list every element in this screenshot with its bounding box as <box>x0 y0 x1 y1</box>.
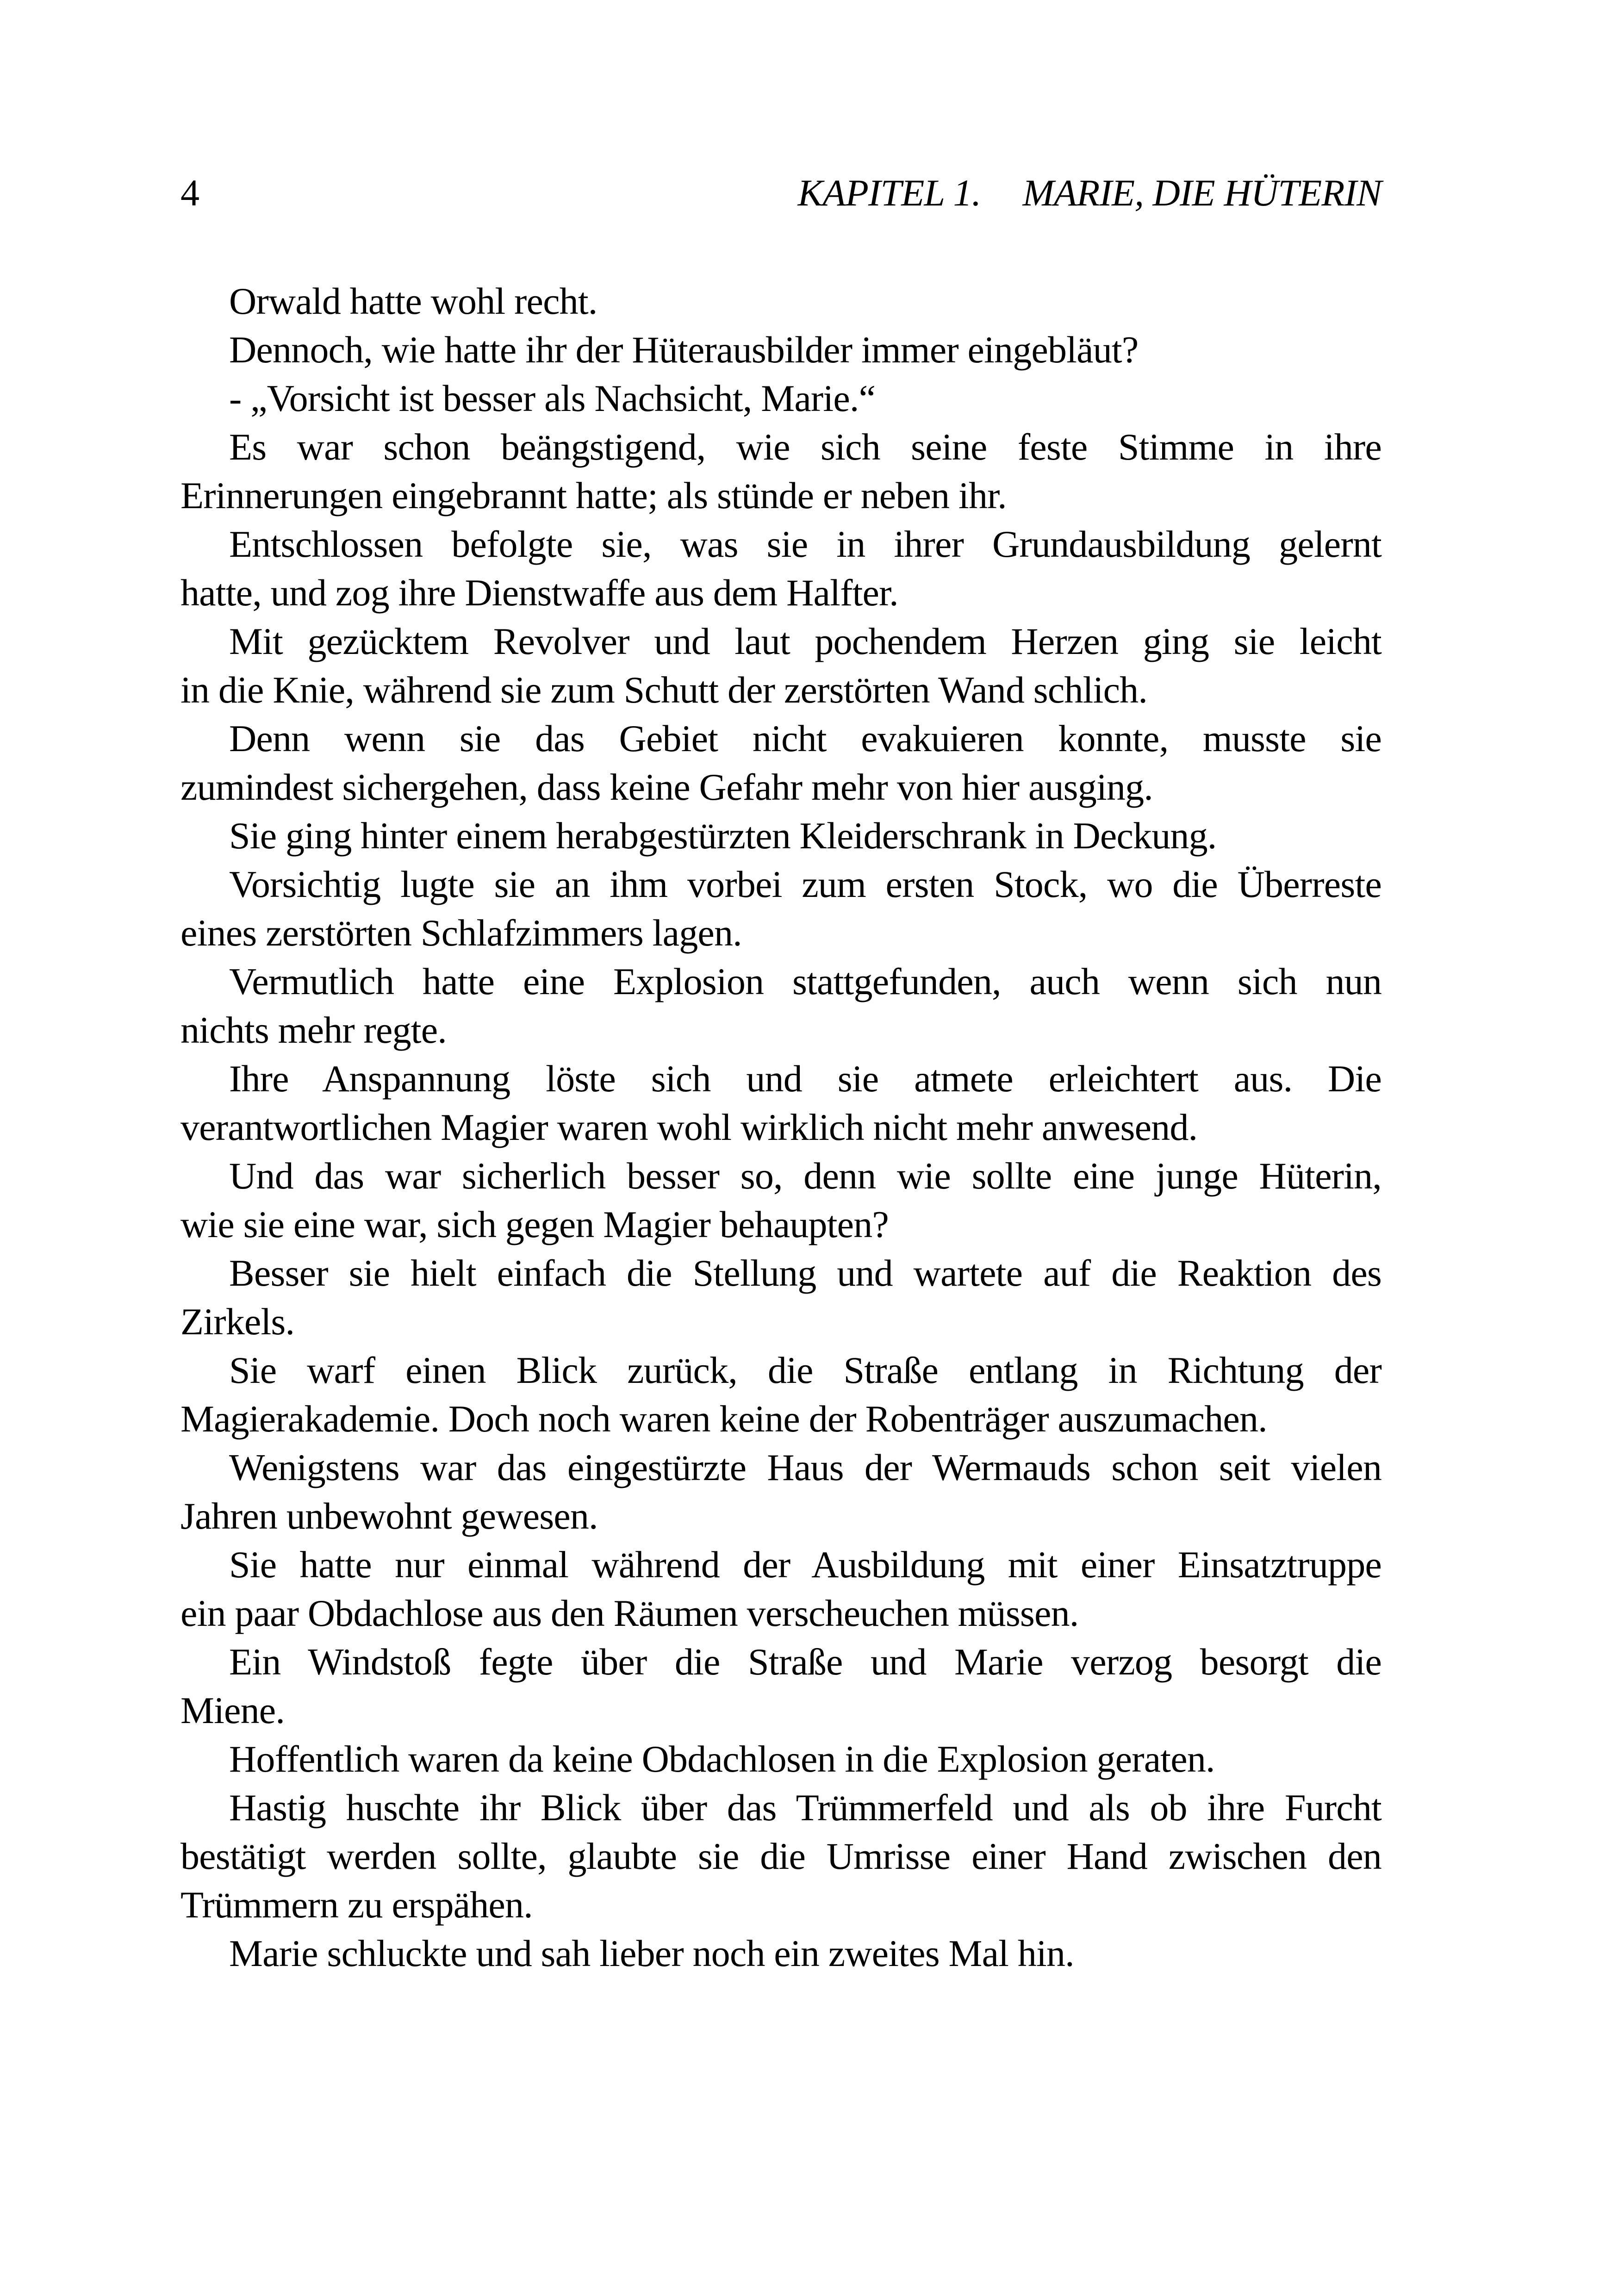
body-line: - „Vorsicht ist besser als Nachsicht, Marie.“ <box>229 377 876 419</box>
chapter-label: KAPITEL 1. <box>797 172 981 214</box>
body-line: hatte, und zog ihre Dienstwaffe aus dem Halfter. <box>180 572 898 614</box>
body-line: Magierakademie. Doch noch waren keine der Robenträger auszumachen. <box>180 1398 1267 1440</box>
body-line: Und das war sicherlich besser so, denn wie sollte eine junge Hüterin, <box>229 1155 1382 1197</box>
paragraph <box>180 374 1382 423</box>
body-line: Dennoch, wie hatte ihr der Hüterausbilder immer eingebläut? <box>229 329 1139 371</box>
body-line: Sie warf einen Blick zurück, die Straße entlang in Richtung der <box>229 1349 1382 1391</box>
paragraph <box>180 714 1382 811</box>
body-line: Entschlossen befolgte sie, was sie in ihrer Grundausbildung gelernt <box>229 523 1382 565</box>
paragraph <box>180 325 1382 374</box>
body-line: verantwortlichen Magier waren wohl wirklich nicht mehr anwesend. <box>180 1106 1198 1148</box>
paragraph <box>180 1735 1382 1783</box>
body-line: Ein Windstoß fegte über die Straße und Marie verzog besorgt die <box>229 1641 1382 1683</box>
body-line: Vermutlich hatte eine Explosion stattgefunden, auch wenn sich nun <box>229 960 1382 1002</box>
paragraph <box>180 1151 1382 1249</box>
paragraph <box>180 1929 1382 1978</box>
body-line: Wenigstens war das eingestürzte Haus der Wermauds schon seit vielen <box>229 1446 1382 1488</box>
body-line: Ihre Anspannung löste sich und sie atmete erleichtert aus. Die <box>229 1058 1382 1100</box>
paragraph <box>180 1249 1382 1346</box>
body-line: Denn wenn sie das Gebiet nicht evakuieren konnte, musste sie <box>229 717 1382 759</box>
paragraph <box>180 423 1382 520</box>
body-line: Orwald hatte wohl recht. <box>229 280 597 322</box>
paragraph <box>180 1783 1382 1929</box>
body-line: bestätigt werden sollte, glaubte sie die Umrisse einer Hand zwischen den <box>180 1835 1382 1877</box>
body-line: Erinnerungen eingebrannt hatte; als stünde er neben ihr. <box>180 474 1007 516</box>
body-line: Zirkels. <box>180 1300 295 1343</box>
body-line: Hastig huschte ihr Blick über das Trümmerfeld und als ob ihre Furcht <box>229 1786 1382 1829</box>
page-header <box>180 174 1382 212</box>
body-line: Marie schluckte und sah lieber noch ein zweites Mal hin. <box>229 1932 1074 1974</box>
body-line: Besser sie hielt einfach die Stellung und wartete auf die Reaktion des <box>229 1252 1382 1294</box>
body-line: eines zerstörten Schlafzimmers lagen. <box>180 912 742 954</box>
body-line: Vorsichtig lugte sie an ihm vorbei zum ersten Stock, wo die Überreste <box>229 863 1382 905</box>
body-line: in die Knie, während sie zum Schutt der zerstörten Wand schlich. <box>180 669 1148 711</box>
paragraph <box>180 1637 1382 1735</box>
body-line: zumindest sichergehen, dass keine Gefahr mehr von hier ausging. <box>180 766 1153 808</box>
body-line: ein paar Obdachlose aus den Räumen verscheuchen müssen. <box>180 1592 1079 1634</box>
chapter-title: MARIE, DIE HÜTERIN <box>1022 172 1382 214</box>
body-line: Hoffentlich waren da keine Obdachlosen in die Explosion geraten. <box>229 1738 1215 1780</box>
paragraph <box>180 277 1382 325</box>
body-line: Mit gezücktem Revolver und laut pochendem Herzen ging sie leicht <box>229 620 1382 662</box>
paragraph <box>180 617 1382 714</box>
paragraph <box>180 1540 1382 1637</box>
paragraph <box>180 957 1382 1054</box>
paragraph <box>180 1443 1382 1540</box>
body-line: Trümmern zu erspähen. <box>180 1884 533 1926</box>
paragraph <box>180 811 1382 860</box>
body-line: Sie hatte nur einmal während der Ausbildung mit einer Einsatztruppe <box>229 1543 1382 1586</box>
paragraph <box>180 1346 1382 1443</box>
body-line: Es war schon beängstigend, wie sich seine feste Stimme in ihre <box>229 426 1382 468</box>
paragraph <box>180 520 1382 617</box>
paragraph <box>180 1054 1382 1151</box>
running-head <box>798 174 1382 212</box>
page-number: 4 <box>180 172 199 214</box>
body-line: Sie ging hinter einem herabgestürzten Kleiderschrank in Deckung. <box>229 815 1217 857</box>
body-line: nichts mehr regte. <box>180 1009 447 1051</box>
body-line: wie sie eine war, sich gegen Magier behaupten? <box>180 1203 889 1245</box>
paragraph <box>180 860 1382 957</box>
body-line: Miene. <box>180 1689 285 1731</box>
body-line: Jahren unbewohnt gewesen. <box>180 1495 598 1537</box>
body-text <box>180 277 1382 1978</box>
